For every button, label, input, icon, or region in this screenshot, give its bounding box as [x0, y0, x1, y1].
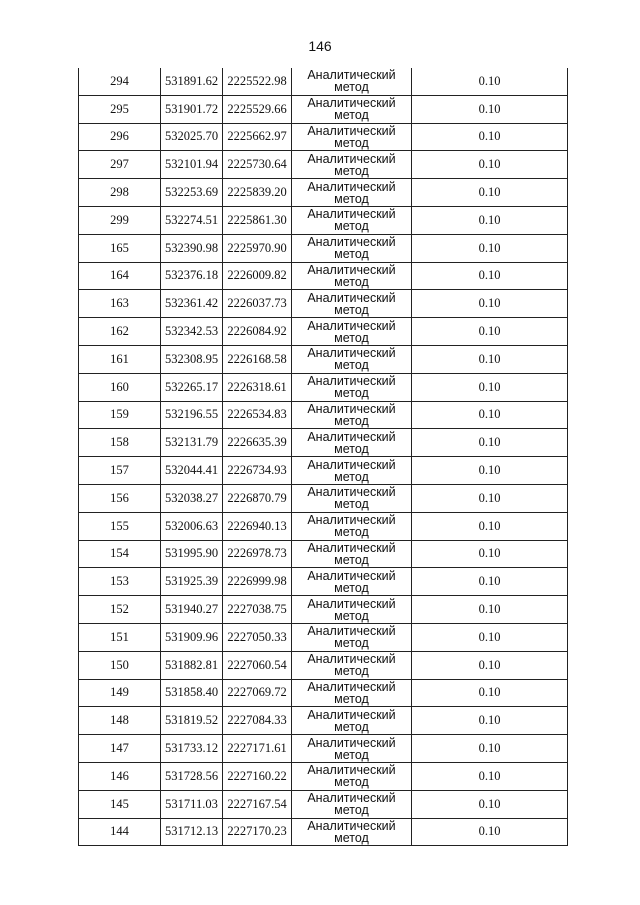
- method-cell: [292, 540, 412, 568]
- accuracy-cell: 0.10: [412, 318, 568, 346]
- method-line-1: Аналитический: [307, 457, 396, 472]
- coordinate-x-cell: 532025.70: [161, 123, 223, 151]
- point-number-cell: 297: [79, 151, 161, 179]
- table-row: [79, 762, 568, 790]
- method-line-2: метод: [334, 247, 369, 262]
- point-number-cell: 145: [79, 790, 161, 818]
- point-number-cell: 159: [79, 401, 161, 429]
- coordinate-x-cell: 531901.72: [161, 95, 223, 123]
- method-line-2: метод: [334, 830, 369, 845]
- coordinate-x-cell: 532006.63: [161, 512, 223, 540]
- method-cell: [292, 429, 412, 457]
- accuracy-cell: 0.10: [412, 457, 568, 485]
- method-cell: [292, 401, 412, 429]
- coordinate-x-cell: 532265.17: [161, 373, 223, 401]
- coordinate-y-cell: 2225839.20: [223, 179, 292, 207]
- coordinate-x-cell: 531891.62: [161, 68, 223, 95]
- method-line-1: Аналитический: [307, 290, 396, 305]
- accuracy-cell: 0.10: [412, 373, 568, 401]
- accuracy-cell: 0.10: [412, 401, 568, 429]
- coordinate-y-cell: 2226084.92: [223, 318, 292, 346]
- point-number-cell: 155: [79, 512, 161, 540]
- coordinate-y-cell: 2226534.83: [223, 401, 292, 429]
- accuracy-cell: 0.10: [412, 429, 568, 457]
- coordinate-x-cell: 531858.40: [161, 679, 223, 707]
- accuracy-cell: 0.10: [412, 762, 568, 790]
- point-number-cell: 296: [79, 123, 161, 151]
- method-line-2: метод: [334, 803, 369, 818]
- point-number-cell: 162: [79, 318, 161, 346]
- coordinate-x-cell: 531712.13: [161, 818, 223, 846]
- method-line-2: метод: [334, 191, 369, 206]
- coordinate-y-cell: 2227038.75: [223, 596, 292, 624]
- coordinate-x-cell: 532361.42: [161, 290, 223, 318]
- accuracy-cell: 0.10: [412, 707, 568, 735]
- table-row: [79, 179, 568, 207]
- method-line-1: Аналитический: [307, 735, 396, 750]
- table-row: [79, 206, 568, 234]
- coordinate-x-cell: 532131.79: [161, 429, 223, 457]
- point-number-cell: 153: [79, 568, 161, 596]
- point-number-cell: 164: [79, 262, 161, 290]
- point-number-cell: 152: [79, 596, 161, 624]
- coordinate-x-cell: 532253.69: [161, 179, 223, 207]
- coordinate-x-cell: 531728.56: [161, 762, 223, 790]
- method-line-1: Аналитический: [307, 818, 396, 833]
- point-number-cell: 295: [79, 95, 161, 123]
- accuracy-cell: 0.10: [412, 206, 568, 234]
- method-cell: [292, 512, 412, 540]
- method-line-2: метод: [334, 108, 369, 123]
- point-number-cell: 161: [79, 345, 161, 373]
- coordinate-y-cell: 2225730.64: [223, 151, 292, 179]
- coordinate-y-cell: 2227069.72: [223, 679, 292, 707]
- method-line-1: Аналитический: [307, 123, 396, 138]
- method-cell: [292, 651, 412, 679]
- table-row: [79, 790, 568, 818]
- coordinate-x-cell: 531733.12: [161, 735, 223, 763]
- method-cell: [292, 790, 412, 818]
- table-row: [79, 512, 568, 540]
- coordinate-x-cell: 532376.18: [161, 262, 223, 290]
- table-row: [79, 735, 568, 763]
- coordinate-y-cell: 2227084.33: [223, 707, 292, 735]
- method-line-1: Аналитический: [307, 763, 396, 778]
- method-line-1: Аналитический: [307, 429, 396, 444]
- method-line-2: метод: [334, 497, 369, 512]
- method-line-2: метод: [334, 747, 369, 762]
- method-cell: [292, 818, 412, 846]
- method-cell: [292, 484, 412, 512]
- point-number-cell: 163: [79, 290, 161, 318]
- method-line-2: метод: [334, 580, 369, 595]
- method-line-1: Аналитический: [307, 262, 396, 277]
- coordinate-y-cell: 2225522.98: [223, 68, 292, 95]
- point-number-cell: 147: [79, 735, 161, 763]
- method-line-2: метод: [334, 80, 369, 95]
- method-cell: [292, 206, 412, 234]
- accuracy-cell: 0.10: [412, 484, 568, 512]
- method-line-2: метод: [334, 274, 369, 289]
- coordinate-y-cell: 2226940.13: [223, 512, 292, 540]
- table-row: [79, 568, 568, 596]
- accuracy-cell: 0.10: [412, 596, 568, 624]
- table-row: [79, 679, 568, 707]
- point-number-cell: 149: [79, 679, 161, 707]
- method-line-2: метод: [334, 552, 369, 567]
- accuracy-cell: 0.10: [412, 679, 568, 707]
- method-cell: [292, 762, 412, 790]
- accuracy-cell: 0.10: [412, 262, 568, 290]
- method-cell: [292, 151, 412, 179]
- table-row: [79, 429, 568, 457]
- table-row: [79, 123, 568, 151]
- coordinate-y-cell: 2226318.61: [223, 373, 292, 401]
- accuracy-cell: 0.10: [412, 234, 568, 262]
- table-row: [79, 540, 568, 568]
- method-line-1: Аналитический: [307, 624, 396, 639]
- method-line-2: метод: [334, 469, 369, 484]
- point-number-cell: 299: [79, 206, 161, 234]
- coordinate-y-cell: 2225662.97: [223, 123, 292, 151]
- table-row: [79, 707, 568, 735]
- method-line-1: Аналитический: [307, 568, 396, 583]
- table-row: [79, 457, 568, 485]
- point-number-cell: 146: [79, 762, 161, 790]
- method-line-1: Аналитический: [307, 652, 396, 667]
- method-line-2: метод: [334, 358, 369, 373]
- method-line-2: метод: [334, 135, 369, 150]
- point-number-cell: 151: [79, 623, 161, 651]
- point-number-cell: 157: [79, 457, 161, 485]
- point-number-cell: 150: [79, 651, 161, 679]
- coordinate-x-cell: 532342.53: [161, 318, 223, 346]
- coordinate-x-cell: 531882.81: [161, 651, 223, 679]
- method-line-1: Аналитический: [307, 179, 396, 194]
- point-number-cell: 144: [79, 818, 161, 846]
- coordinate-y-cell: 2226168.58: [223, 345, 292, 373]
- coordinate-y-cell: 2227050.33: [223, 623, 292, 651]
- method-line-2: метод: [334, 664, 369, 679]
- point-number-cell: 158: [79, 429, 161, 457]
- accuracy-cell: 0.10: [412, 568, 568, 596]
- coordinate-y-cell: 2227060.54: [223, 651, 292, 679]
- coordinate-y-cell: 2226009.82: [223, 262, 292, 290]
- coordinate-x-cell: 531711.03: [161, 790, 223, 818]
- point-number-cell: 148: [79, 707, 161, 735]
- point-number-cell: 294: [79, 68, 161, 95]
- method-cell: [292, 179, 412, 207]
- point-number-cell: 165: [79, 234, 161, 262]
- accuracy-cell: 0.10: [412, 623, 568, 651]
- accuracy-cell: 0.10: [412, 512, 568, 540]
- method-line-1: Аналитический: [307, 596, 396, 611]
- coordinate-x-cell: 532044.41: [161, 457, 223, 485]
- coordinate-x-cell: 532390.98: [161, 234, 223, 262]
- method-line-2: метод: [334, 691, 369, 706]
- table-row: [79, 234, 568, 262]
- method-line-1: Аналитический: [307, 540, 396, 555]
- table-row: [79, 68, 568, 95]
- table-row: [79, 151, 568, 179]
- point-number-cell: 160: [79, 373, 161, 401]
- method-line-2: метод: [334, 775, 369, 790]
- table-row: [79, 818, 568, 846]
- accuracy-cell: 0.10: [412, 151, 568, 179]
- table-row: [79, 623, 568, 651]
- method-line-2: метод: [334, 302, 369, 317]
- method-cell: [292, 123, 412, 151]
- table-row: [79, 318, 568, 346]
- method-cell: [292, 95, 412, 123]
- method-cell: [292, 623, 412, 651]
- method-cell: [292, 735, 412, 763]
- coordinate-x-cell: 532038.27: [161, 484, 223, 512]
- method-line-2: метод: [334, 386, 369, 401]
- accuracy-cell: 0.10: [412, 735, 568, 763]
- coordinate-x-cell: 532101.94: [161, 151, 223, 179]
- method-cell: [292, 568, 412, 596]
- coordinate-x-cell: 532308.95: [161, 345, 223, 373]
- method-line-1: Аналитический: [307, 791, 396, 806]
- table-row: [79, 262, 568, 290]
- coordinate-y-cell: 2226870.79: [223, 484, 292, 512]
- method-line-2: метод: [334, 330, 369, 345]
- accuracy-cell: 0.10: [412, 790, 568, 818]
- method-line-1: Аналитический: [307, 374, 396, 389]
- point-number-cell: 156: [79, 484, 161, 512]
- method-cell: [292, 290, 412, 318]
- method-cell: [292, 373, 412, 401]
- method-line-1: Аналитический: [307, 513, 396, 528]
- method-cell: [292, 457, 412, 485]
- coordinate-y-cell: 2226978.73: [223, 540, 292, 568]
- method-line-2: метод: [334, 163, 369, 178]
- table-row: [79, 596, 568, 624]
- method-line-2: метод: [334, 219, 369, 234]
- coordinate-x-cell: 531940.27: [161, 596, 223, 624]
- coordinate-y-cell: 2225529.66: [223, 95, 292, 123]
- coordinate-y-cell: 2225861.30: [223, 206, 292, 234]
- coordinate-y-cell: 2227171.61: [223, 735, 292, 763]
- table-row: [79, 290, 568, 318]
- coordinate-y-cell: 2226037.73: [223, 290, 292, 318]
- table-row: [79, 401, 568, 429]
- table-row: [79, 373, 568, 401]
- coordinate-x-cell: 531909.96: [161, 623, 223, 651]
- coordinate-x-cell: 531995.90: [161, 540, 223, 568]
- accuracy-cell: 0.10: [412, 651, 568, 679]
- coordinate-y-cell: 2226734.93: [223, 457, 292, 485]
- method-line-2: метод: [334, 413, 369, 428]
- accuracy-cell: 0.10: [412, 123, 568, 151]
- method-line-2: метод: [334, 636, 369, 651]
- page-number: 146: [308, 38, 332, 54]
- coordinate-y-cell: 2227170.23: [223, 818, 292, 846]
- method-line-1: Аналитический: [307, 235, 396, 250]
- table-row: [79, 484, 568, 512]
- method-line-1: Аналитический: [307, 207, 396, 222]
- method-line-1: Аналитический: [307, 401, 396, 416]
- method-line-1: Аналитический: [307, 151, 396, 166]
- method-cell: [292, 318, 412, 346]
- method-line-2: метод: [334, 608, 369, 623]
- method-line-2: метод: [334, 441, 369, 456]
- coordinate-x-cell: 531925.39: [161, 568, 223, 596]
- accuracy-cell: 0.10: [412, 290, 568, 318]
- coordinate-x-cell: 532196.55: [161, 401, 223, 429]
- method-line-1: Аналитический: [307, 485, 396, 500]
- coordinate-y-cell: 2227167.54: [223, 790, 292, 818]
- method-line-1: Аналитический: [307, 68, 396, 83]
- method-line-1: Аналитический: [307, 318, 396, 333]
- table-row: [79, 651, 568, 679]
- method-cell: [292, 345, 412, 373]
- method-cell: [292, 262, 412, 290]
- method-line-2: метод: [334, 719, 369, 734]
- coordinate-y-cell: 2225970.90: [223, 234, 292, 262]
- table-row: [79, 345, 568, 373]
- method-cell: [292, 68, 412, 95]
- coordinate-y-cell: 2226635.39: [223, 429, 292, 457]
- accuracy-cell: 0.10: [412, 68, 568, 95]
- coordinates-table-body: [79, 68, 568, 846]
- method-line-1: Аналитический: [307, 96, 396, 111]
- point-number-cell: 154: [79, 540, 161, 568]
- coordinate-y-cell: 2227160.22: [223, 762, 292, 790]
- method-cell: [292, 679, 412, 707]
- method-line-1: Аналитический: [307, 707, 396, 722]
- coordinates-table: [78, 68, 568, 846]
- accuracy-cell: 0.10: [412, 345, 568, 373]
- coordinate-x-cell: 532274.51: [161, 206, 223, 234]
- method-line-1: Аналитический: [307, 346, 396, 361]
- method-cell: [292, 707, 412, 735]
- method-line-2: метод: [334, 525, 369, 540]
- accuracy-cell: 0.10: [412, 179, 568, 207]
- table-row: [79, 95, 568, 123]
- coordinate-y-cell: 2226999.98: [223, 568, 292, 596]
- accuracy-cell: 0.10: [412, 95, 568, 123]
- method-cell: [292, 596, 412, 624]
- method-line-1: Аналитический: [307, 679, 396, 694]
- coordinate-x-cell: 531819.52: [161, 707, 223, 735]
- accuracy-cell: 0.10: [412, 540, 568, 568]
- method-cell: [292, 234, 412, 262]
- accuracy-cell: 0.10: [412, 818, 568, 846]
- point-number-cell: 298: [79, 179, 161, 207]
